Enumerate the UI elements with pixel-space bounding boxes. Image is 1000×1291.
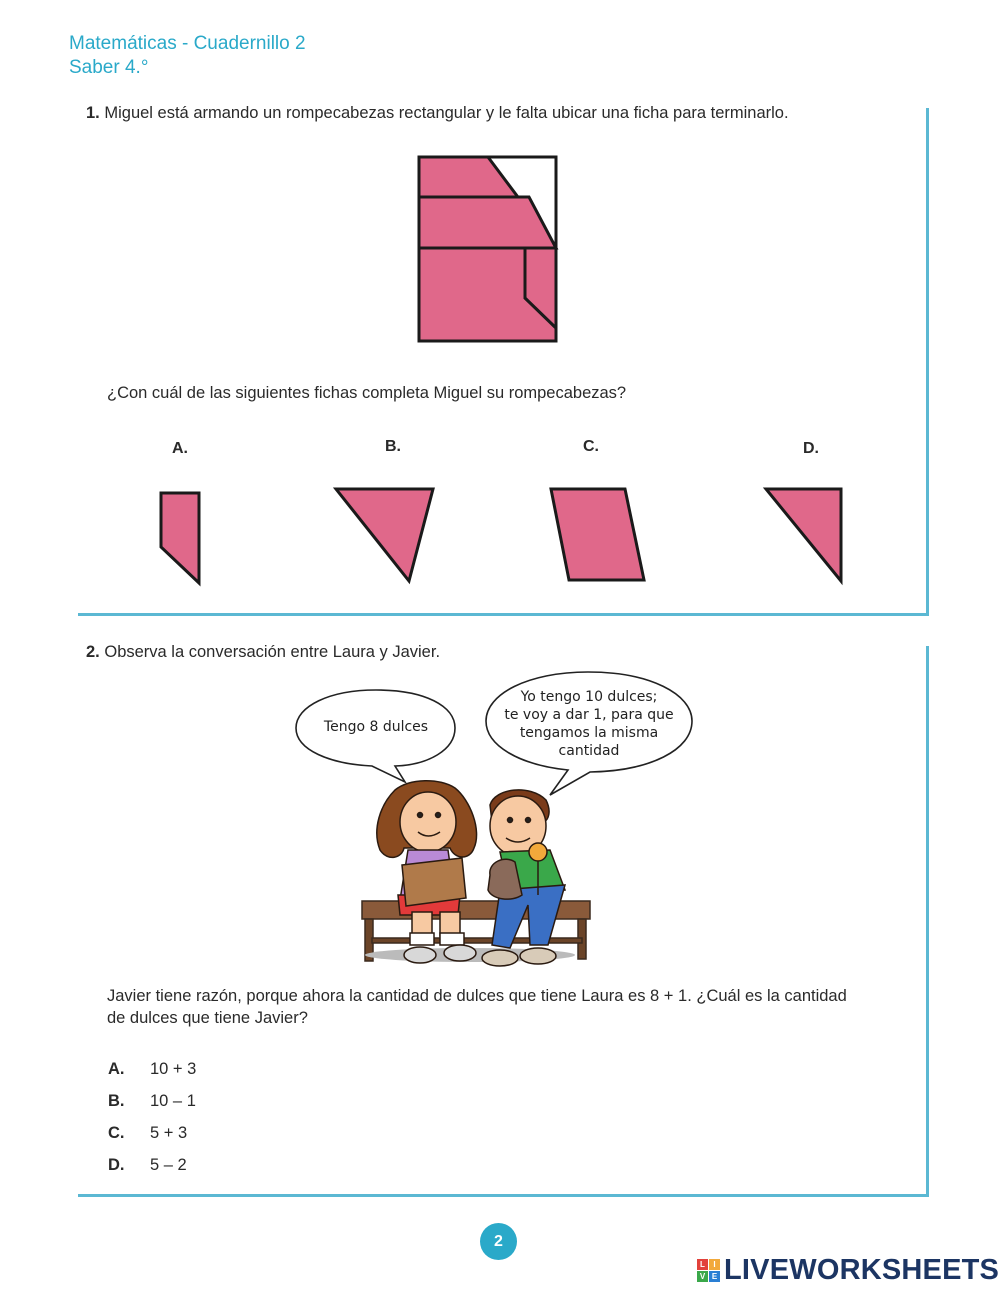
liveworksheets-logo[interactable]	[697, 1255, 999, 1285]
question-1-number: 1.	[86, 104, 100, 122]
liveworksheets-wordmark: LIVEWORKSHEETS	[724, 1253, 1000, 1286]
answer-c-letter: C.	[108, 1124, 125, 1142]
logo-letter-i: I	[709, 1259, 720, 1270]
option-c-label: C.	[583, 438, 599, 455]
question-2-number: 2.	[86, 643, 100, 661]
logo-letter-v: V	[697, 1271, 708, 1282]
answer-c-value: 5 + 3	[150, 1124, 188, 1142]
option-b-label: B.	[385, 438, 401, 455]
laura-bubble-text: Tengo 8 dulces	[323, 719, 429, 735]
javier-bubble-line-1: Yo tengo 10 dulces;	[520, 689, 658, 705]
laura-speech-bubble	[296, 690, 455, 782]
option-d-label: D.	[803, 440, 819, 457]
question-2-prompt	[107, 985, 917, 1029]
header-grade: Saber 4.°	[69, 57, 149, 78]
question-1-prompt: ¿Con cuál de las siguientes fichas completa Miguel su rompecabezas?	[107, 384, 627, 402]
header-title: Matemáticas - Cuadernillo 2	[69, 33, 306, 54]
question-2-prompt-line-2: de dulces que tiene Javier?	[107, 1009, 308, 1027]
liveworksheets-logo-icon	[697, 1259, 720, 1282]
question-2-text: Observa la conversación entre Laura y Javier.	[104, 643, 441, 661]
question-2-prompt-line-1: Javier tiene razón, porque ahora la cantidad de dulces que tiene Laura es 8 + 1. ¿Cuál es la cantidad	[107, 987, 847, 1005]
javier-bubble-line-2: te voy a dar 1, para que	[504, 707, 674, 723]
javier-bubble-line-4: cantidad	[558, 743, 620, 759]
answer-b-value: 10 – 1	[150, 1092, 196, 1110]
javier-bubble-text	[486, 688, 692, 760]
question-1-text: Miguel está armando un rompecabezas rectangular y le falta ubicar una ficha para terminarlo.	[104, 104, 789, 122]
logo-letter-e: E	[709, 1271, 720, 1282]
answer-b-letter: B.	[108, 1092, 125, 1110]
answer-d-value: 5 – 2	[150, 1156, 187, 1174]
answer-a-letter: A.	[108, 1060, 125, 1078]
option-a-label: A.	[172, 440, 188, 457]
candy-bag-laura	[402, 858, 466, 906]
logo-letter-l: L	[697, 1259, 708, 1270]
page-number-badge: 2	[480, 1223, 517, 1260]
answer-d-letter: D.	[108, 1156, 125, 1174]
javier-bubble-line-3: tengamos la misma	[519, 725, 659, 741]
answer-a-value: 10 + 3	[150, 1060, 197, 1078]
